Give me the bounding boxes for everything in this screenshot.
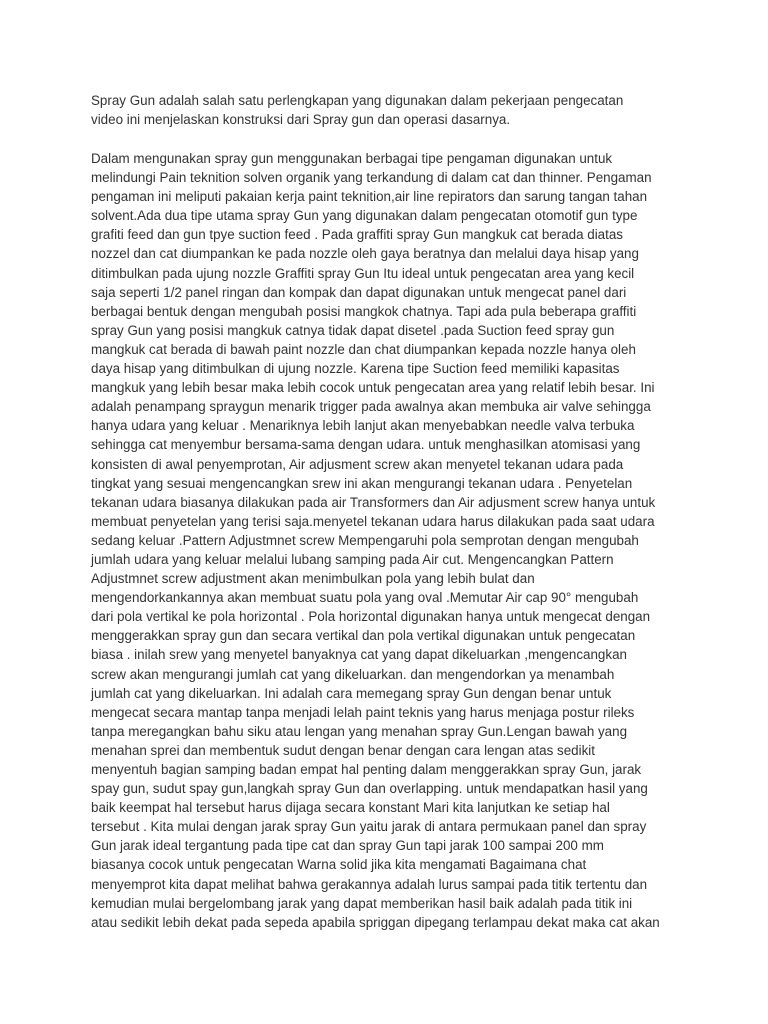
text-line: daya hisap yang ditimbulkan di ujung nozzle. Karena tipe Suction feed memiliki kapasitas: [91, 361, 620, 377]
text-line: mengendorkankannya akan membuat suatu pola yang oval .Memutar Air cap 90° mengubah: [91, 590, 639, 606]
text-line: menggerakkan spray gun dan secara vertikal dan pola vertikal digunakan untuk pengecatan: [91, 628, 636, 644]
text-line: tanpa meregangkan bahu siku atau lengan yang menahan spray Gun.Lengan bawah yang: [91, 723, 628, 739]
text-line: menyemprot kita dapat melihat bahwa gerakannya adalah lurus sampai pada titik tertentu dan: [91, 876, 648, 892]
text-line: dari pola vertikal ke pola horizontal . Pola horizontal digunakan hanya untuk mengecat dengan: [91, 609, 651, 625]
text-line: hanya udara yang keluar . Menariknya lebih lanjut akan menyebabkan needle valva terbuka: [91, 418, 635, 434]
text-line: menahan sprei dan membentuk sudut dengan benar dengan cara lengan atas sedikit: [91, 742, 595, 758]
text-line: adalah penampang spraygun menarik trigger pada awalnya akan membuka air valve sehingga: [91, 399, 651, 415]
text-line: Gun jarak ideal tergantung pada tipe cat dan spray Gun tapi jarak 100 sampai 200 mm: [91, 838, 604, 854]
text-line: tingkat yang sesuai mengencangkan srew ini akan mengurangi tekanan udara . Penyetelan: [91, 475, 633, 491]
text-line: biasa . inilah srew yang menyetel banyaknya cat yang dapat dikeluarkan ,mengencangkan: [91, 647, 627, 663]
text-line: tekanan udara biasanya dilakukan pada air Transformers dan Air adjusment screw hanya untuk: [91, 494, 656, 510]
text-line: Spray Gun adalah salah satu perlengkapan yang digunakan dalam pekerjaan pengecatan: [91, 93, 624, 108]
text-line: grafiti feed dan gun tpye suction feed . Pada graffiti spray Gun mangkuk cat berada diatas: [91, 227, 623, 243]
text-line: membuat penyetelan yang terisi saja.menyetel tekanan udara harus dilakukan pada saat udara: [91, 513, 655, 529]
text-line: konsisten di awal penyemprotan, Air adjusment screw akan menyetel tekanan udara pada: [91, 456, 624, 472]
text-line: sedang keluar .Pattern Adjustmnet screw Mempengaruhi pola semprotan dengan mengubah: [91, 532, 639, 548]
text-line: spray Gun yang posisi mangkuk catnya tidak dapat disetel .pada Suction feed spray gun: [91, 322, 615, 338]
text-line: berbagai bentuk dengan mengubah posisi mangkok chatnya. Tapi ada pula beberapa graffiti: [91, 303, 637, 319]
text-line: jumlah udara yang keluar melalui lubang samping pada Air cut. Mengencangkan Pattern: [91, 551, 614, 567]
paragraph-body: [91, 149, 696, 932]
text-line: Adjustmnet screw adjustment akan menimbulkan pola yang lebih bulat dan: [91, 571, 535, 587]
text-line: kemudian mulai bergelombang jarak yang dapat memberikan hasil baik adalah pada titik ini: [91, 895, 633, 911]
text-line: atau sedikit lebih dekat pada sepeda apabila spriggan dipegang terlampau dekat maka cat akan: [91, 914, 660, 930]
text-line: menyentuh bagian samping badan empat hal penting dalam menggerakkan spray Gun, jarak: [91, 762, 642, 777]
text-line: video ini menjelaskan konstruksi dari Spray gun dan operasi dasarnya.: [91, 112, 511, 128]
text-line: tersebut . Kita mulai dengan jarak spray Gun yaitu jarak di antara permukaan panel dan spray: [91, 819, 647, 835]
text-line: saja seperti 1/2 panel ringan dan kompak dan dapat digunakan untuk mengecat panel dari: [91, 284, 627, 300]
text-line: baik keempat hal tersebut harus dijaga secara konstant Mari kita lanjutkan ke setiap hal: [91, 800, 610, 816]
text-line: solvent.Ada dua tipe utama spray Gun yang digunakan dalam pengecatan otomotif gun type: [91, 208, 638, 224]
text-line: spay gun, sudut spay gun,langkah spray Gun dan overlapping. untuk mendapatkan hasil yang: [91, 781, 648, 797]
text-line: jumlah cat yang dikeluarkan. Ini adalah cara memegang spray Gun dengan benar untuk: [91, 685, 612, 701]
text-line: ditimbulkan pada ujung nozzle Graffiti spray Gun Itu ideal untuk pengecatan area yang kecil: [91, 265, 635, 281]
text-line: screw akan mengurangi jumlah cat yang dikeluarkan. dan mengendorkan ya menambah: [91, 666, 615, 682]
text-line: mangkuk yang lebih besar maka lebih cocok untuk pengecatan area yang relatif lebih besar. Ini: [91, 380, 655, 396]
text-line: mangkuk cat berada di bawah paint nozzle dan chat diumpankan kepada nozzle hanya oleh: [91, 341, 636, 357]
text-line: biasanya cocok untuk pengecatan Warna solid jika kita mengamati Bagaimana chat: [91, 857, 587, 873]
text-line: sehingga cat menyembur bersama-sama dengan udara. untuk menghasilkan atomisasi yang: [91, 437, 641, 453]
text-line: Dalam mengunakan spray gun menggunakan berbagai tipe pengaman digunakan untuk: [91, 151, 613, 166]
text-line: nozzel dan cat diumpankan ke pada nozzle oleh gaya beratnya dan melalui daya hisap yang: [91, 246, 639, 262]
text-line: mengecat secara mantap tanpa menjadi lelah paint teknis yang harus menjaga postur rileks: [91, 704, 635, 720]
text-line: pengaman ini meliputi pakaian kerja paint teknition,air line repirators dan sarung tangan tahan: [91, 189, 648, 205]
text-line: melindungi Pain teknition solven organik yang terkandung di dalam cat dan thinner. Pengaman: [91, 170, 652, 186]
paragraph-intro: [91, 91, 696, 129]
